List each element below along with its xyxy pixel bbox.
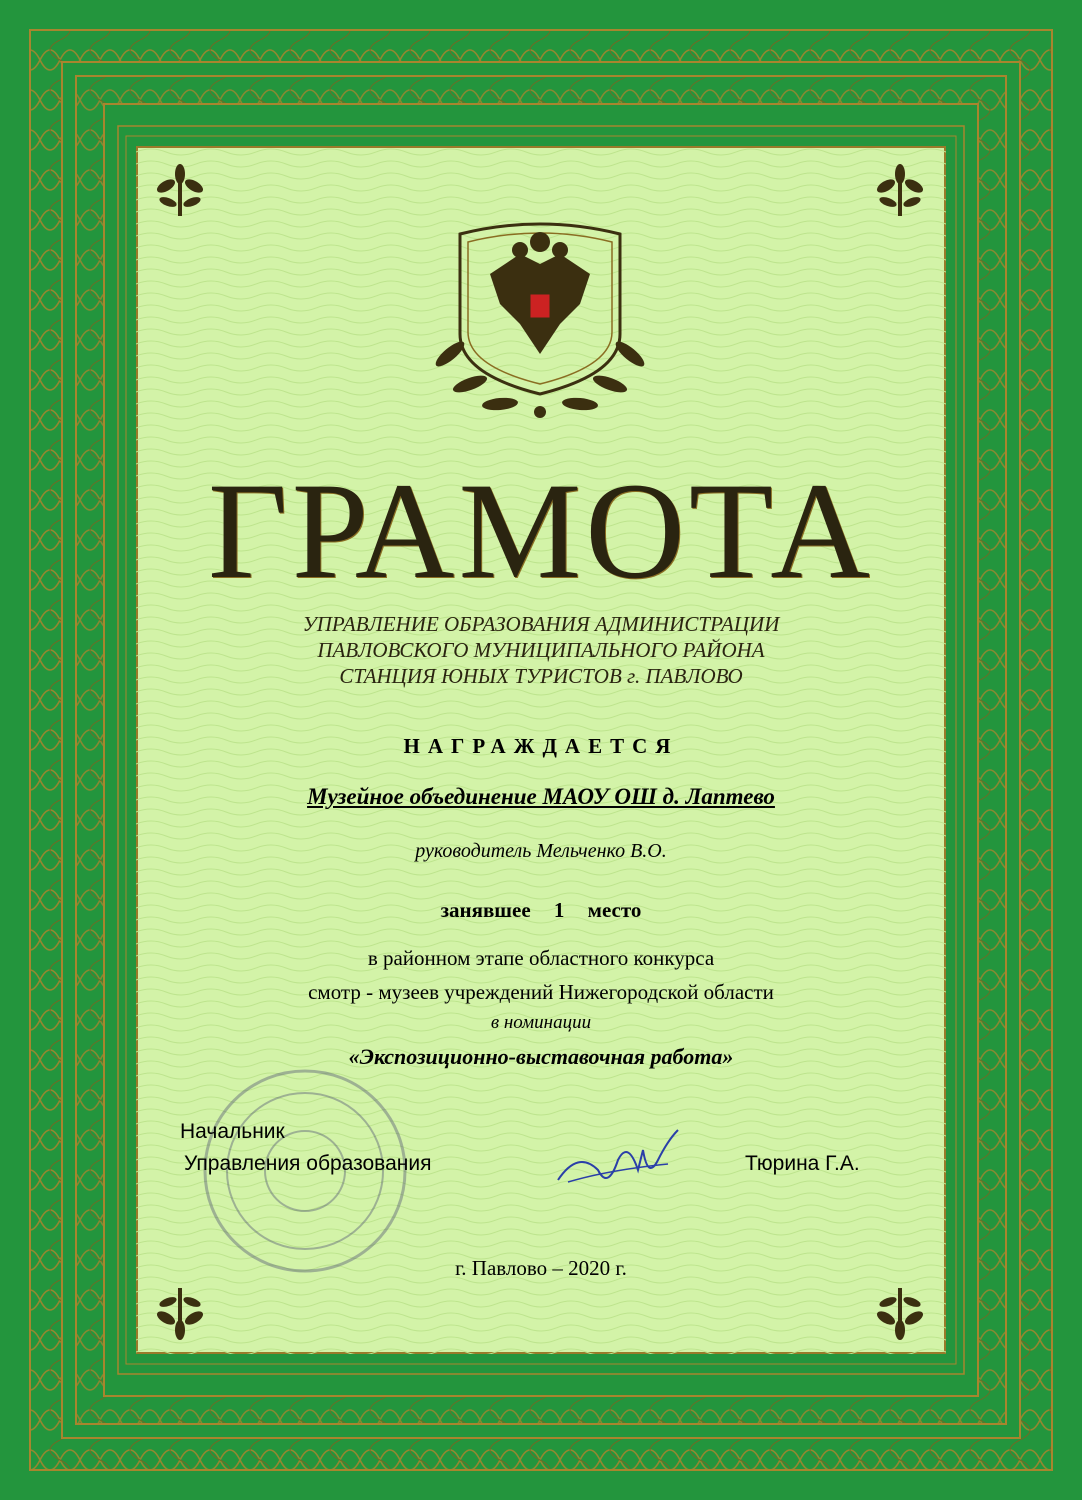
laurel-corner-bottom-left-icon xyxy=(150,1282,210,1342)
certificate-title: ГРАМОТА xyxy=(208,454,874,607)
eagle-emblem-icon xyxy=(420,214,660,424)
nomination-label: в номинации xyxy=(490,1012,592,1033)
signatory-title-2: Управления образования xyxy=(184,1152,432,1175)
contest-line-1: в районном этапе областного конкурса xyxy=(367,946,715,970)
awarded-label: НАГРАЖДАЕТСЯ xyxy=(403,734,679,758)
signatory-title-1: Начальник xyxy=(180,1120,285,1143)
laurel-corner-top-right-icon xyxy=(870,162,930,222)
signature-icon xyxy=(548,1120,688,1200)
org-line-2: ПАВЛОВСКОГО МУНИЦИПАЛЬНОГО РАЙОНА xyxy=(317,638,765,662)
contest-line-2: смотр - музеев учреждений Нижегородской области xyxy=(308,980,774,1004)
org-line-1: УПРАВЛЕНИЕ ОБРАЗОВАНИЯ АДМИНИСТРАЦИИ xyxy=(302,612,780,636)
org-line-3: СТАНЦИЯ ЮНЫХ ТУРИСТОВ г. ПАВЛОВО xyxy=(339,664,743,688)
footer-place-date: г. Павлово – 2020 г. xyxy=(455,1256,627,1280)
nomination-title: «Экспозиционно-выставочная работа» xyxy=(348,1044,734,1069)
leader-line: руководитель Мельченко В.О. xyxy=(415,840,667,862)
signatory-name: Тюрина Г.А. xyxy=(745,1152,860,1175)
laurel-corner-top-left-icon xyxy=(150,162,210,222)
place-line: занявшее 1 место xyxy=(440,898,642,922)
recipient-name: Музейное объединение МАОУ ОШ д. Лаптево xyxy=(307,784,775,809)
laurel-corner-bottom-right-icon xyxy=(870,1282,930,1342)
